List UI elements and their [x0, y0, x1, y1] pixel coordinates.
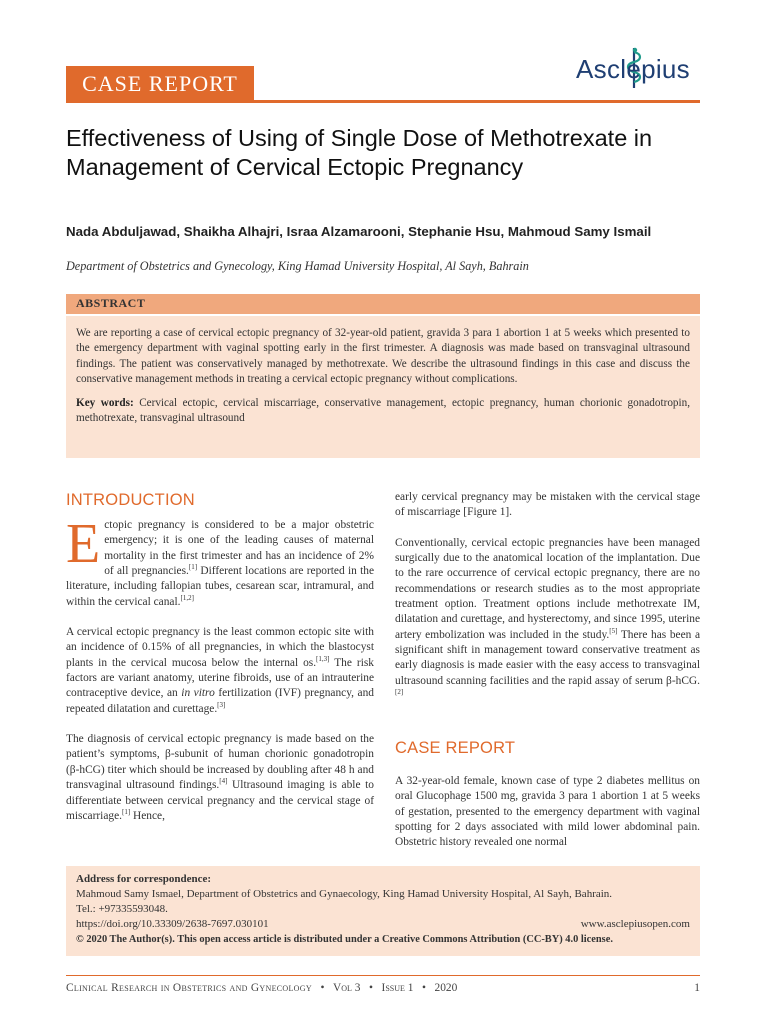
- abstract-heading: ABSTRACT: [66, 294, 700, 314]
- separator: •: [421, 982, 426, 994]
- license-notice: © 2020 The Author(s). This open access article is distributed under a Creative Commons Attribution (CC-BY) 4.0 license.: [76, 934, 613, 945]
- introduction-heading: INTRODUCTION: [66, 491, 195, 509]
- text-run: Different locations are reported in the literature, including fallopian tubes, cesarean scar, intramural, and within the cervical canal.: [66, 565, 375, 608]
- separator: •: [320, 982, 325, 994]
- text-run: The diagnosis of cervical ectopic pregnancy is made based on the patient’s symptoms, β-subunit of human chorionic gonadotropin (β-hCG) titer which should be increased by doubling after 48 h and transvaginal ultrasound findings.: [66, 733, 374, 792]
- citation[interactable]: [1,2]: [180, 593, 194, 602]
- intro-paragraph-1: [66, 513, 375, 610]
- doi-link[interactable]: https://doi.org/10.33309/2638-7697.030101: [76, 918, 269, 930]
- right-column: [395, 490, 700, 719]
- citation[interactable]: [2]: [395, 688, 404, 697]
- case-report-heading: CASE REPORT: [395, 739, 516, 757]
- intro-paragraph-3: [66, 732, 374, 824]
- abstract-text: We are reporting a case of cervical ectopic pregnancy of 32-year-old patient, gravida 3 para 1 abortion 1 at 5 weeks which presented to the emergency department with vaginal spotting early in the first trimester. A diagnosis was made based on transvaginal ultrasound findings. The patient was conservatively managed by methotrexate. We describe the ultrasound findings in this case and discuss the conservative management methods in treating a cervical ectopic pregnancy without complications.: [76, 327, 690, 386]
- website-link[interactable]: www.asclepiusopen.com: [580, 918, 690, 930]
- page-footer: [66, 982, 700, 994]
- left-column: [66, 513, 375, 839]
- italic-term: in vitro: [181, 687, 215, 700]
- text-run: There has been a significant shift in management toward conservative treatment as early diagnosis is made easier with the easy access to transvaginal ultrasound scanning facilities and the rapid assay of serum β-hCG.: [395, 628, 700, 687]
- asclepius-logo: [572, 42, 700, 92]
- correspondence-title: Address for correspondence:: [76, 873, 212, 885]
- section-label: CASE REPORT: [66, 66, 254, 102]
- keywords-text: Cervical ectopic, cervical miscarriage, conservative management, ectopic pregnancy, human chorionic gonadotropin, methotrexate, transvaginal ultrasound: [76, 396, 691, 425]
- correspondence-tel: Tel.: +97335593048.: [76, 903, 168, 915]
- case-report-body: [395, 774, 700, 866]
- issue: Issue 1: [381, 982, 414, 994]
- drop-cap: E: [66, 513, 101, 575]
- citation[interactable]: [1]: [121, 808, 131, 817]
- correspondence-box: [66, 866, 700, 956]
- footer-citation: [66, 982, 457, 994]
- text-run: ctopic pregnancy is considered to be a major obstetric emergency; it is one of the leading causes of maternal mortality in the first trimester and has an incidence of 2% of all pregnancies.: [104, 519, 374, 578]
- text-run: The risk factors are variant anatomy, uterine fibroids, use of an intrauterine contraceptive device, an: [66, 656, 374, 700]
- author-list: Nada Abduljawad, Shaikha Alhajri, Israa Alzamarooni, Stephanie Hsu, Mahmoud Samy Ismail: [66, 224, 652, 239]
- logo-wordmark: Asclepius: [576, 54, 690, 84]
- text-run: A cervical ectopic pregnancy is the least common ectopic site with an incidence of 0.15% of all pregnancies, in which the blastocyst plants in the cervical mucosa below the internal os.: [66, 626, 374, 669]
- footer-rule: [66, 975, 700, 976]
- citation[interactable]: [1,3]: [316, 654, 330, 663]
- text-run: fertilization (IVF) pregnancy, and repeated dilatation and curettage.: [66, 687, 374, 715]
- citation[interactable]: [1]: [188, 563, 198, 572]
- text-run: A 32-year-old female, known case of type 2 diabetes mellitus on oral Glucophage 1500 mg, gravida 3 para 1 abortion 1 at 5 weeks of gestation, presented to the emergency department with vaginal spotting for 2 days associated with mild lower abdominal pain. Obstetric history revealed one normal: [395, 775, 700, 849]
- text-run: Conventionally, cervical ectopic pregnancies have been managed surgically due to the anatomical location of the implantation. Due to the rare occurrence of cervical ectopic pregnancy, there are no recommendations or research studies as to the most appropriate treatment option. Treatment options include methotrexate IM, dilatation and curettage, and hysterectomy, and since 1995, uterine artery embolization was included in the study.: [395, 536, 700, 641]
- year: 2020: [434, 982, 458, 994]
- citation[interactable]: [5]: [609, 626, 618, 635]
- keywords-label: Key words:: [76, 396, 134, 409]
- affiliation: Department of Obstetrics and Gynecology, King Hamad University Hospital, Al Sayh, Bahrain: [66, 259, 529, 273]
- right-paragraph-2: [395, 536, 700, 705]
- right-paragraph-1: [395, 490, 700, 521]
- text-run: Hence,: [130, 809, 165, 822]
- journal-name: Clinical Research in Obstetrics and Gynecology: [66, 982, 312, 994]
- correspondence-address: Mahmoud Samy Ismael, Department of Obstetrics and Gynaecology, King Hamad University Hospital, Al Sayh, Bahrain.: [76, 888, 613, 900]
- abstract-box: [66, 316, 700, 458]
- separator: •: [368, 982, 373, 994]
- intro-paragraph-2: [66, 625, 374, 717]
- page-number: 1: [694, 982, 700, 994]
- text-run: Ultrasound imaging is able to differentiate between cervical pregnancy and the cervical stage of miscarriage.: [66, 779, 374, 822]
- correspondence-links: [76, 917, 690, 932]
- article-title: Effectiveness of Using of Single Dose of Methotrexate in Management of Cervical Ectopic Pregnancy: [66, 125, 653, 180]
- citation[interactable]: [4]: [219, 777, 228, 786]
- keywords: [76, 396, 690, 427]
- case-paragraph-1: [395, 774, 700, 851]
- header-rule: [66, 100, 700, 103]
- volume: Vol 3: [333, 982, 361, 994]
- text-run: early cervical pregnancy may be mistaken with the cervical stage of miscarriage [Figure 1].: [395, 491, 700, 519]
- citation[interactable]: [3]: [217, 700, 226, 709]
